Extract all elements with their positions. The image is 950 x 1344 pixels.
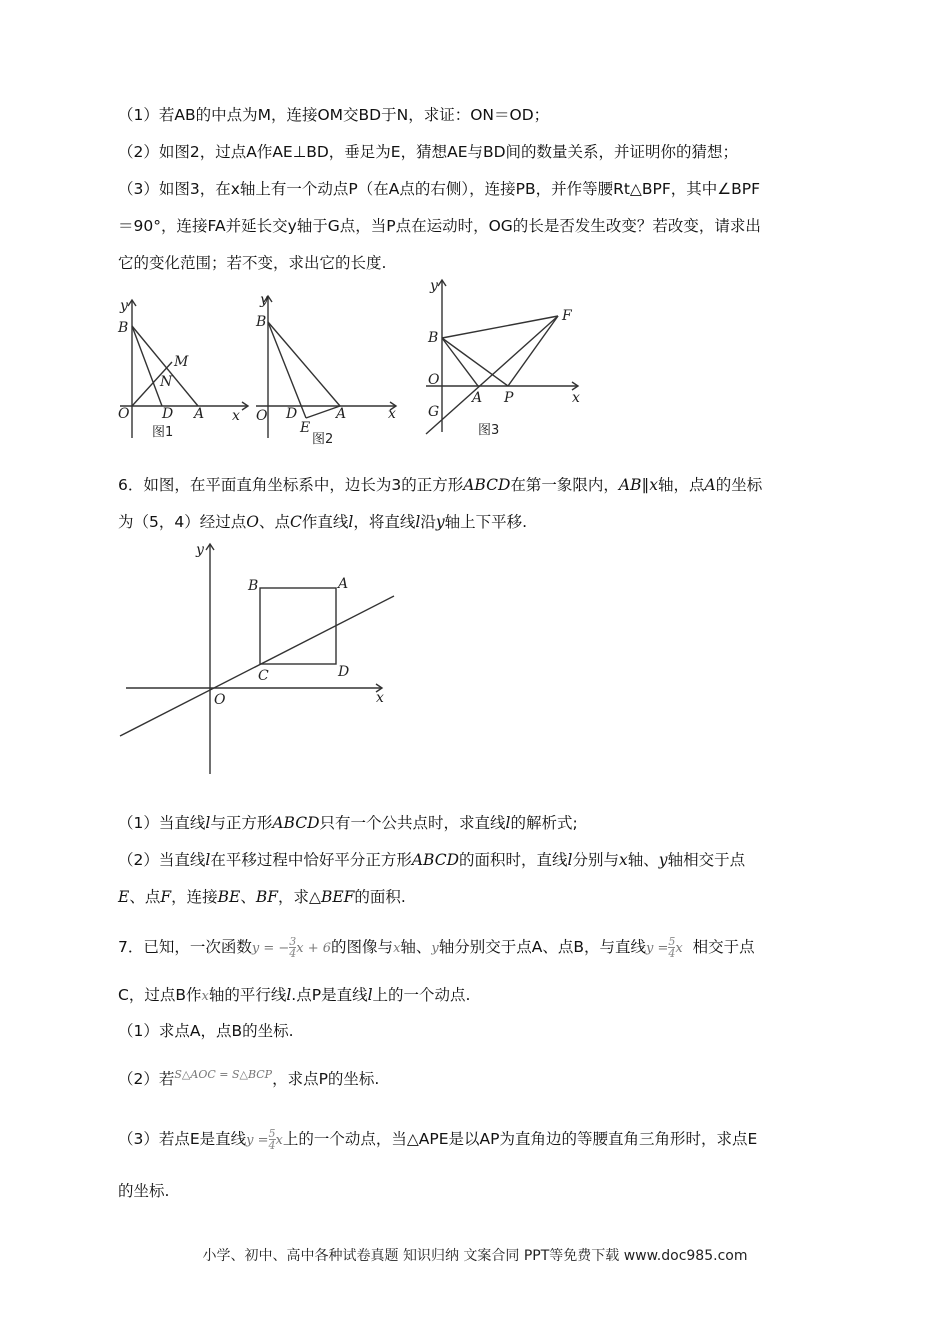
fig6-label-O: O xyxy=(214,692,226,708)
fig2-label-O: O xyxy=(256,408,268,424)
fig3-caption: 图3 xyxy=(478,423,500,438)
q6-sub2-cont: E、点F，连接BE、BF，求△BEF的面积. xyxy=(118,888,406,906)
fig1-label-A: A xyxy=(194,406,205,422)
fig6-label-C: C xyxy=(258,668,269,684)
q5-part3-line2: ＝90°，连接FA并延长交y轴于G点，当P点在运动时，OG的长是否发生改变？若改变，请求出 xyxy=(118,217,761,235)
figure-6 xyxy=(110,536,410,780)
q6-sub2: （2）当直线l在平移过程中恰好平分正方形ABCD的面积时，直线l分别与x轴、y轴相交于点 xyxy=(118,851,746,869)
fig2-label-A: A xyxy=(336,406,347,422)
fig2-label-x: x xyxy=(388,406,396,422)
figure-1 xyxy=(110,288,250,448)
fig2-label-D: D xyxy=(286,406,298,422)
fig3-label-A: A xyxy=(472,390,483,406)
fig6-label-y: y xyxy=(196,542,204,558)
fig1-caption: 图1 xyxy=(152,425,174,440)
q7-sub3: （3）若点E是直线y = $\frac{5}{4}$ x上的一个动点，当△APE是以AP为直角边的等腰直角三角形时，求点E xyxy=(118,1127,758,1152)
fig6-label-x: x xyxy=(376,690,384,706)
fig6-label-D: D xyxy=(338,664,350,680)
q5-part3-line1: （3）如图3，在x轴上有一个动点P（在A点的右侧），连接PB，并作等腰Rt△BPF，其中∠BPF xyxy=(118,180,761,198)
fig6-label-B: B xyxy=(248,578,259,594)
fig1-label-x: x xyxy=(232,408,240,424)
fig2-label-y: y xyxy=(260,292,268,308)
fig1-label-y: y xyxy=(120,298,128,314)
fig6-label-A: A xyxy=(338,576,349,592)
q6-sub1: （1）当直线l与正方形ABCD只有一个公共点时，求直线l的解析式; xyxy=(118,814,578,832)
fig2-label-B: B xyxy=(256,314,267,330)
fig2-caption: 图2 xyxy=(312,432,334,447)
fig1-label-O: O xyxy=(118,406,130,422)
fig3-label-F: F xyxy=(562,308,572,324)
q7-line1: 7．已知，一次函数y = − $\frac{3}{4}$ x + 6的图像与x轴、y轴分别交于点A、点B，与直线y = $\frac{5}{4}$ x 相交于点 xyxy=(118,935,755,960)
fig3-label-B: B xyxy=(428,330,439,346)
q5-part3-line3: 它的变化范围；若不变，求出它的长度. xyxy=(118,254,387,272)
q6-line1: 6．如图，在平面直角坐标系中，边长为3的正方形ABCD在第一象限内，AB∥x轴，点A的坐标 xyxy=(118,476,763,494)
fig3-label-P: P xyxy=(504,390,514,406)
fig1-label-D: D xyxy=(162,406,174,422)
fig1-label-N: N xyxy=(160,374,173,390)
q7-sub1: （1）求点A，点B的坐标. xyxy=(118,1022,294,1040)
fig1-label-B: B xyxy=(118,320,129,336)
fig3-label-O: O xyxy=(428,372,440,388)
q6-line2: 为（5，4）经过点O、点C作直线l，将直线l沿y轴上下平移. xyxy=(118,513,528,531)
fig3-label-x: x xyxy=(572,390,580,406)
figure-3 xyxy=(420,276,590,442)
fig1-label-M: M xyxy=(174,354,189,370)
fig3-label-G: G xyxy=(428,404,440,420)
fig3-label-y: y xyxy=(430,278,438,294)
page-footer: 小学、初中、高中各种试卷真题 知识归纳 文案合同 PPT等免费下载 www.doc985.com xyxy=(202,1248,748,1264)
q5-part2: （2）如图2，过点A作AE⊥BD，垂足为E，猜想AE与BD间的数量关系，并证明你的猜想； xyxy=(118,143,739,161)
q7-line2: C，过点B作x轴的平行线l.点P是直线l上的一个动点. xyxy=(118,986,471,1004)
fig2-label-E: E xyxy=(300,420,311,436)
q7-sub2: （2）若$^{S\triangle AOC = S\triangle BCP}$，求点P的坐标. xyxy=(118,1068,380,1088)
figure-2 xyxy=(248,288,398,448)
q7-sub3-cont: 的坐标. xyxy=(118,1182,170,1200)
q5-part1: （1）若AB的中点为M，连接OM交BD于N，求证：ON＝OD； xyxy=(118,106,550,124)
